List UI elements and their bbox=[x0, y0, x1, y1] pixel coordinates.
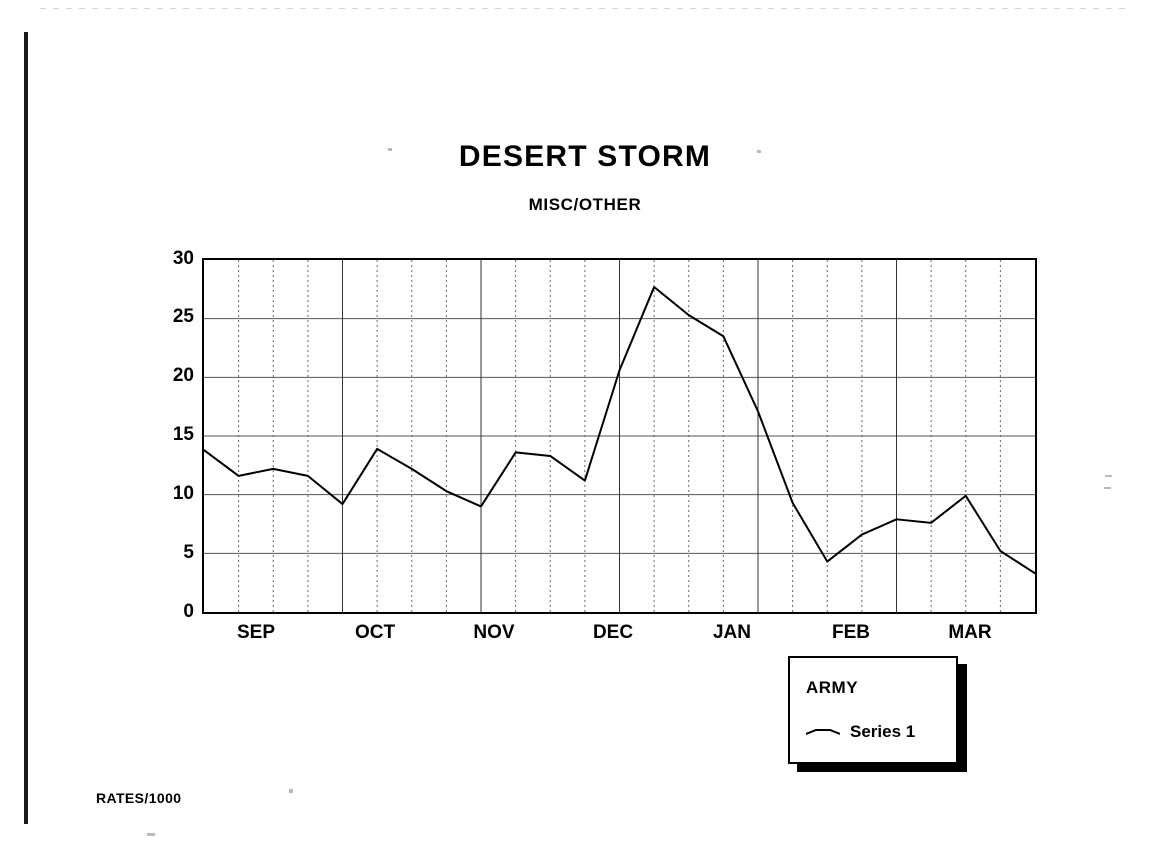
y-tick-label: 0 bbox=[183, 601, 194, 622]
y-tick-label: 30 bbox=[172, 248, 194, 269]
legend-series-label: Series 1 bbox=[850, 722, 916, 741]
y-tick-label: 5 bbox=[183, 542, 194, 563]
x-tick-label: JAN bbox=[712, 622, 751, 643]
chart-subtitle: MISC/OTHER bbox=[528, 195, 642, 214]
x-tick-label: SEP bbox=[236, 622, 276, 643]
legend-title: ARMY bbox=[806, 678, 859, 697]
plot-area bbox=[202, 258, 1037, 614]
y-tick-label: 15 bbox=[172, 424, 194, 445]
gridlines bbox=[204, 260, 1035, 612]
x-tick-label: MAR bbox=[948, 622, 992, 643]
legend bbox=[788, 656, 958, 764]
y-tick-label: 25 bbox=[172, 306, 194, 327]
legend-entry bbox=[806, 722, 915, 742]
x-tick-label: DEC bbox=[592, 622, 634, 643]
x-tick-label: OCT bbox=[354, 622, 396, 643]
x-tick-label: FEB bbox=[832, 622, 870, 643]
plot-svg bbox=[204, 260, 1035, 612]
legend-line-swatch bbox=[806, 727, 840, 737]
x-tick-label: NOV bbox=[473, 622, 515, 643]
footnote: RATES/1000 bbox=[96, 790, 182, 806]
y-tick-label: 20 bbox=[172, 365, 194, 386]
chart-title: DESERT STORM bbox=[458, 140, 712, 173]
y-tick-label: 10 bbox=[172, 483, 194, 504]
